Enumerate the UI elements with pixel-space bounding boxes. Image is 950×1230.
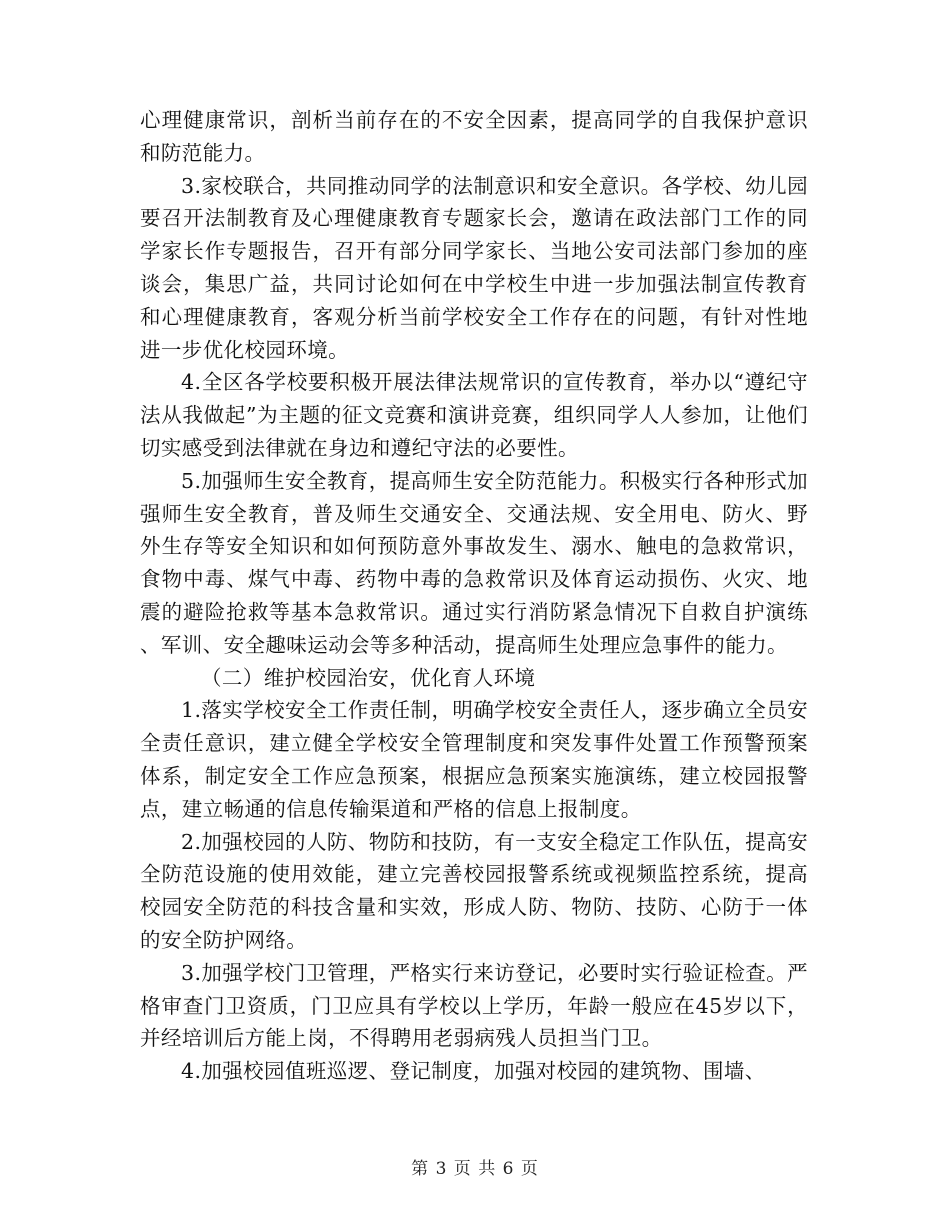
section-heading: （二）维护校园治安，优化育人环境 — [201, 665, 536, 690]
document-body — [140, 104, 808, 1088]
paragraph-item-2: 2.加强校园的人防、物防和技防，有一支安全稳定工作队伍，提高安全防范设施的使用效能，建立完善校园报警系统或视频监控系统，提高校园安全防范的科技含量和实效，形成人防、物防、技防、心防于一体的安全防护网络。 — [140, 829, 808, 952]
paragraph-item-4b: 4.加强校园值班巡逻、登记制度，加强对校园的建筑物、围墙、 — [181, 1059, 766, 1084]
paragraph-item-5: 5.加强师生安全教育，提高师生安全防范能力。积极实行各种形式加强师生安全教育，普及师生交通安全、交通法规、安全用电、防火、野外生存等安全知识和如何预防意外事故发生、溺水、触电的急救常识，食物中毒、煤气中毒、药物中毒的急救常识及体育运动损伤、火灾、地震的避险抢救等基本急救常识。通过实行消防紧急情况下自救自护演练、军训、安全趣味运动会等多种活动，提高师生处理应急事件的能力。 — [140, 468, 808, 657]
paragraph-continuation: 心理健康常识，剖析当前存在的不安全因素，提高同学的自我保护意识和防范能力。 — [140, 108, 808, 165]
paragraph-item-4: 4.全区各学校要积极开展法律法规常识的宣传教育，举办以“遵纪守法从我做起”为主题的征文竞赛和演讲竞赛，组织同学人人参加，让他们切实感受到法律就在身边和遵纪守法的必要性。 — [140, 370, 808, 460]
paragraph-item-1: 1.落实学校安全工作责任制，明确学校安全责任人，逐步确立全员安全责任意识，建立健全学校安全管理制度和突发事件处置工作预警预案体系，制定安全工作应急预案，根据应急预案实施演练，建立校园报警点，建立畅通的信息传输渠道和严格的信息上报制度。 — [140, 698, 808, 821]
paragraph-item-3b: 3.加强学校门卫管理，严格实行来访登记，必要时实行验证检查。严格审查门卫资质，门卫应具有学校以上学历，年龄一般应在45岁以下，并经培训后方能上岗，不得聘用老弱病残人员担当门卫。 — [140, 960, 808, 1051]
paragraph-item-3: 3.家校联合，共同推动同学的法制意识和安全意识。各学校、幼儿园要召开法制教育及心理健康教育专题家长会，邀请在政法部门工作的同学家长作专题报告，召开有部分同学家长、当地公安司法部门参加的座谈会，集思广益，共同讨论如何在中学校生中进一步加强法制宣传教育和心理健康教育，客观分析当前学校安全工作存在的问题，有针对性地进一步优化校园环境。 — [140, 173, 808, 362]
page-number-footer: 第 3 页 共 6 页 — [411, 1159, 539, 1179]
